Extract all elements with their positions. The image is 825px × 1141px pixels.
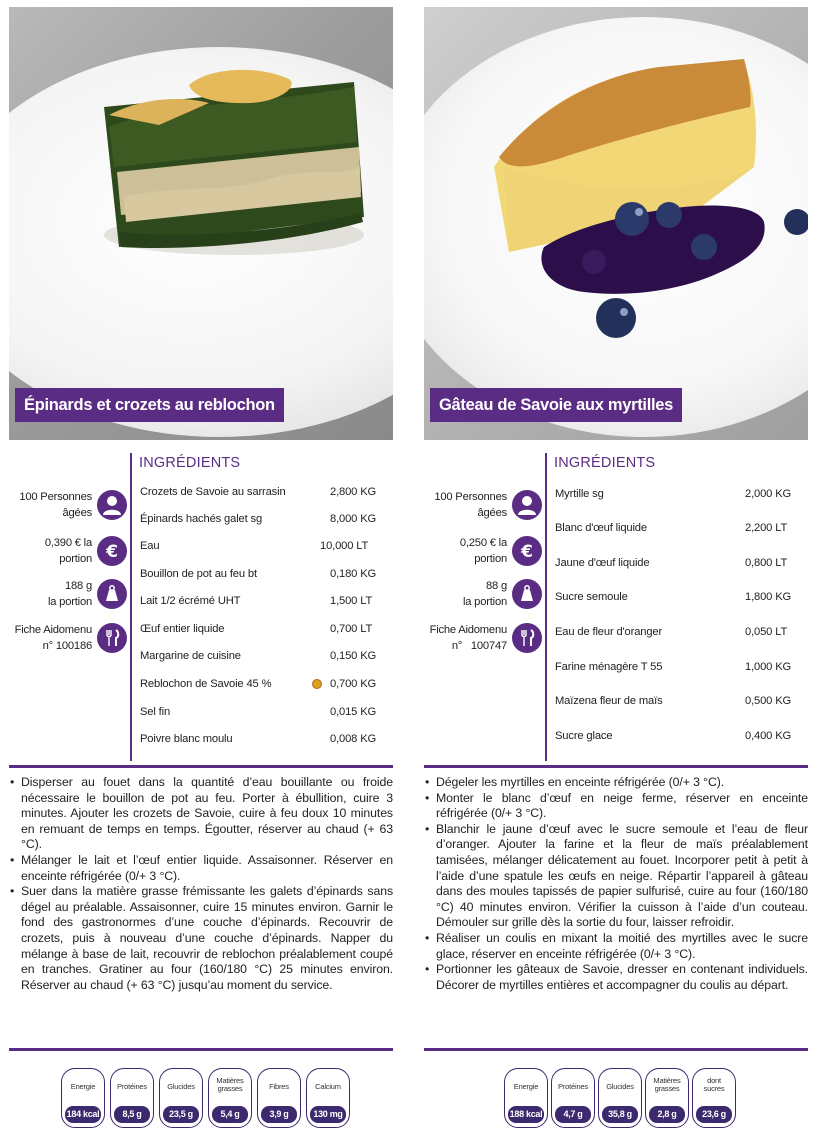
ingredients-heading: INGRÉDIENTS	[139, 455, 241, 471]
stat-text: 100 Personnes âgées	[434, 491, 507, 519]
svg-text:€: €	[521, 542, 533, 562]
nutrition-badge: Energie 188 kcal	[504, 1068, 548, 1128]
nutrition-badge: Glucides 35,8 g	[598, 1068, 642, 1128]
step-item: • Disperser au fouet dans la quantité d’eau bouillante ou froide nécessaire le bouillon de pot au feu. Porter à ébullition, cuire 3 minutes. Ajouter les crozets de Savoie, cuire à feu doux 10 minutes en remuant de temps en temps. Égoutter, réserver au chaud (+ 63 °C).	[9, 775, 393, 853]
recipe-steps	[9, 775, 393, 993]
step-item: • Blanchir le jaune d’œuf avec le sucre semoule et l’eau de fleur d’oranger. Ajouter la farine et la fleur de maïs préalablement tamisées, mélanger délicatement au fouet. Incorporer petit à petit à l’aide d’une spatule les œufs en neige. Répartir l’appareil à gâteau dans des moules tapissés de papier sulfurisé, cuire au four (160/180 °C) 40 minutes environ. Vérifier la cuisson à l’aide d’un couteau. Démouler sur grille dès la sortie du four, laisser refroidir.	[424, 822, 808, 931]
separator	[9, 1048, 393, 1051]
euro-icon	[512, 536, 542, 566]
stat-reference	[9, 620, 127, 660]
cutlery-icon	[97, 623, 127, 653]
divider	[545, 453, 547, 761]
stat-text: Fiche Aidomenu n° 100747	[429, 624, 507, 652]
nutrition-badge: dont sucres 23,6 g	[692, 1068, 736, 1128]
nutrition-badge: Fibres 3,9 g	[257, 1068, 301, 1128]
step-item: • Monter le blanc d’œuf en neige ferme, réserver en enceinte réfrigérée (0/+ 3 °C).	[424, 791, 808, 822]
stat-text: 0,250 € la portion	[459, 537, 507, 565]
stat-text: 88 g la portion	[462, 580, 507, 608]
nutrition-badge: Protéines 8,5 g	[110, 1068, 154, 1128]
step-item: • Portionner les gâteaux de Savoie, dresser en contenant individuels. Décorer de myrtilles entières et accompagner du coulis au départ.	[424, 962, 808, 993]
nutrition-badge: Matières grasses 2,8 g	[645, 1068, 689, 1128]
cutlery-icon	[512, 623, 542, 653]
divider	[130, 453, 132, 761]
recipe-right	[424, 0, 808, 1141]
recipe-title: Épinards et crozets au reblochon	[15, 388, 284, 422]
stat-weight	[424, 576, 542, 616]
step-item: • Dégeler les myrtilles en enceinte réfrigérée (0/+ 3 °C).	[424, 775, 808, 791]
svg-text:€: €	[106, 542, 118, 562]
gratin-illustration	[9, 7, 393, 440]
recipe-info: INGRÉDIENTS 100 Personnes âgées 0,390 € la portion € 188 g la portion Fiche Aidomenu n° 100186 Crozets de Savoie au sarrasin 2,800 KG Épinards hachés galet sg 8,000 KG Eau 10,000 LT Bouillon de pot au feu bt 0,180 KG Lait 1/2 écrémé UHT 1,500 LT Œuf entier liquide 0,700 LT Margarine de cuisine 0,150 KG Reblochon de Savoie 45 % 0,700 KG Sel fin 0,015 KG Poivre blanc moulu 0,008 KG	[9, 450, 393, 762]
stat-servings	[424, 487, 542, 527]
stat-text: 100 Personnes âgées	[19, 491, 92, 519]
stat-text: Fiche Aidomenu n° 100186	[14, 624, 92, 652]
person-icon	[512, 490, 542, 520]
nutrition-badge: Calcium 130 mg	[306, 1068, 350, 1128]
step-item: • Mélanger le lait et l’œuf entier liquide. Assaisonner. Réserver en enceinte réfrigérée (0/+ 3 °C).	[9, 853, 393, 884]
nutrition-badge: Glucides 23,5 g	[159, 1068, 203, 1128]
ingredients-heading: INGRÉDIENTS	[554, 455, 656, 471]
separator	[424, 1048, 808, 1051]
stat-price	[9, 533, 127, 573]
stat-reference	[424, 620, 542, 660]
nutrition-badge: Protéines 4,7 g	[551, 1068, 595, 1128]
nutrition-badge: Matières grasses 5,4 g	[208, 1068, 252, 1128]
separator	[9, 765, 393, 768]
stat-servings	[9, 487, 127, 527]
person-icon	[97, 490, 127, 520]
recipe-left	[9, 0, 393, 1141]
cake-illustration	[424, 7, 808, 440]
weight-icon	[512, 579, 542, 609]
recipe-photo	[9, 7, 393, 440]
recipe-photo	[424, 7, 808, 440]
recipe-title: Gâteau de Savoie aux myrtilles	[430, 388, 682, 422]
step-item: • Réaliser un coulis en mixant la moitié des myrtilles avec le sucre glace, réserver en enceinte réfrigérée (0/+ 3 °C).	[424, 931, 808, 962]
aop-label-icon	[312, 679, 322, 689]
separator	[424, 765, 808, 768]
weight-icon	[97, 579, 127, 609]
recipe-info: INGRÉDIENTS 100 Personnes âgées 0,250 € la portion € 88 g la portion Fiche Aidomenu n° 100747 Myrtille sg 2,000 KG Blanc d'œuf liquide 2,200 LT Jaune d'œuf liquide 0,800 LT Sucre semoule 1,800 KG Eau de fleur d'oranger 0,050 LT Farine ménagère T 55 1,000 KG Maïzena fleur de maïs 0,500 KG Sucre glace 0,400 KG	[424, 450, 808, 762]
nutrition-badge: Energie 184 kcal	[61, 1068, 105, 1128]
stat-price	[424, 533, 542, 573]
stat-text: 188 g la portion	[47, 580, 92, 608]
step-item: • Suer dans la matière grasse frémissante les galets d’épinards sans dégel au préalable. Assaisonner, cuire 15 minutes environ. Garnir le fond des gastronormes d’une couche d’épinards. Recouvrir de crozets, puis à nouveau d’une couche d’épinards. Napper du mélange à base de lait, recouvrir de reblochon préalablement coupé en tranches. Gratiner au four (160/180 °C) 25 minutes environ. Réserver au chaud (+ 63 °C) jusqu’au moment du service.	[9, 884, 393, 993]
recipe-steps	[424, 775, 808, 993]
stat-weight	[9, 576, 127, 616]
stat-text: 0,390 € la portion	[44, 537, 92, 565]
euro-icon	[97, 536, 127, 566]
